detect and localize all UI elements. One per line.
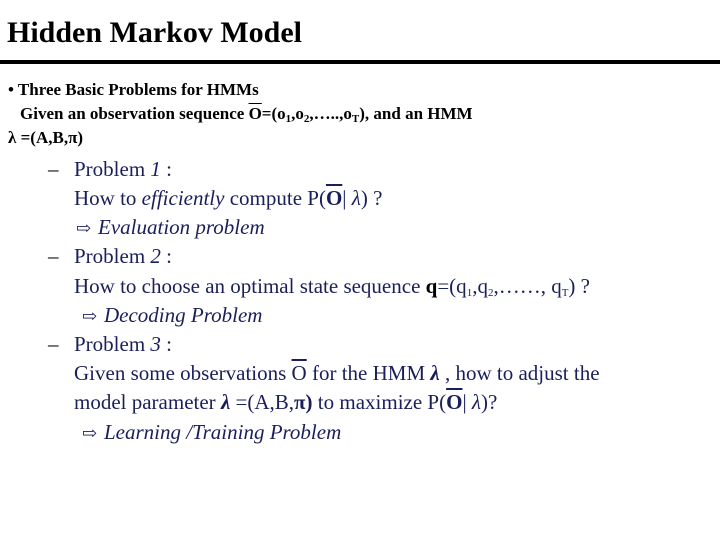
result-text: Learning /Training Problem (104, 420, 342, 444)
q-seq-part: ,q (472, 274, 488, 298)
lambda-definition: λ =(A,B,π) (8, 128, 84, 147)
problem-1-heading (74, 157, 172, 182)
arrow-icon: ⇨ (82, 423, 98, 443)
obs-sub: T (351, 113, 360, 125)
arrow-icon: ⇨ (76, 218, 92, 238)
problem-1-result (76, 215, 265, 240)
problem-number: 3 (150, 332, 161, 356)
q-text: model parameter (74, 390, 216, 414)
q-text: ) (305, 390, 313, 414)
lambda-row (8, 126, 473, 150)
q-text: How to (74, 186, 137, 210)
problem-1-question (74, 186, 382, 211)
obs-sub: 1 (285, 113, 292, 125)
problem-2-dash: – (48, 244, 59, 268)
q-sub: T (561, 287, 569, 299)
q-seq-part: ,……, q (493, 274, 562, 298)
problem-3-result (82, 420, 341, 445)
problem-number: 2 (150, 244, 161, 268)
problem-3-question-line-2 (74, 390, 497, 415)
problem-2-question (74, 274, 590, 299)
q-text: compute P( (229, 186, 326, 210)
lambda-symbol: λ (220, 390, 231, 414)
result-text: Decoding Problem (104, 303, 263, 327)
title-rule (0, 60, 720, 64)
q-text: | (462, 390, 467, 414)
q-text: , how to adjust the (444, 361, 600, 385)
lambda-symbol: λ (351, 186, 361, 210)
obs-seq-part: =(o (261, 104, 286, 123)
q-italic: efficiently (141, 186, 225, 210)
obs-seq-part: ,o (291, 104, 304, 123)
q-seq-part: =(q (437, 274, 467, 298)
problem-label: Problem (74, 332, 146, 356)
observation-symbol: $\overline{O}$ (248, 104, 262, 123)
observation-symbol: $\overline{O}$ (291, 361, 307, 385)
q-text: ) ? (360, 186, 383, 210)
result-text: Evaluation problem (98, 215, 265, 239)
intro-block (8, 78, 473, 150)
q-seq-part: ) ? (568, 274, 590, 298)
q-text: for the HMM (311, 361, 426, 385)
observation-row (8, 102, 473, 126)
q-text: | (342, 186, 347, 210)
obs-seq-part: ,…..,o (309, 104, 352, 123)
q-text: =(A,B, (235, 390, 295, 414)
problem-3-heading (74, 332, 172, 357)
observation-symbol: $\overline{O}$ (325, 186, 343, 210)
q-symbol: q (425, 274, 438, 298)
slide-title: Hidden Markov Model (7, 16, 303, 49)
problem-3-dash: – (48, 332, 59, 356)
q-text: )? (481, 390, 498, 414)
problem-colon: : (160, 157, 173, 181)
problem-colon: : (160, 332, 173, 356)
q-text: How to choose an optimal state sequence (74, 274, 421, 298)
arrow-icon: ⇨ (82, 306, 98, 326)
problem-1-dash: – (48, 157, 59, 181)
lambda-symbol: λ (471, 390, 482, 414)
bullet: • (8, 80, 14, 99)
obs-sub: 2 (303, 113, 310, 125)
q-sub: 1 (466, 287, 473, 299)
lambda-symbol: λ (430, 361, 440, 385)
intro-heading-row (8, 78, 473, 102)
q-text: Given some observations (74, 361, 287, 385)
problem-2-heading (74, 244, 172, 269)
problem-3-question-line-1 (74, 361, 600, 386)
q-sub: 2 (487, 287, 494, 299)
obs-seq-part: ), and an HMM (359, 104, 473, 123)
observation-symbol: $\overline{O}$ (446, 390, 463, 414)
q-text: to maximize P( (317, 390, 447, 414)
problem-2-result (82, 303, 262, 328)
pi-symbol: π (294, 390, 306, 414)
intro-heading: Three Basic Problems for HMMs (17, 80, 259, 99)
given-text: Given an observation sequence (20, 104, 245, 123)
problem-colon: : (160, 244, 173, 268)
problem-label: Problem (74, 157, 146, 181)
problem-label: Problem (74, 244, 146, 268)
problem-number: 1 (150, 157, 161, 181)
